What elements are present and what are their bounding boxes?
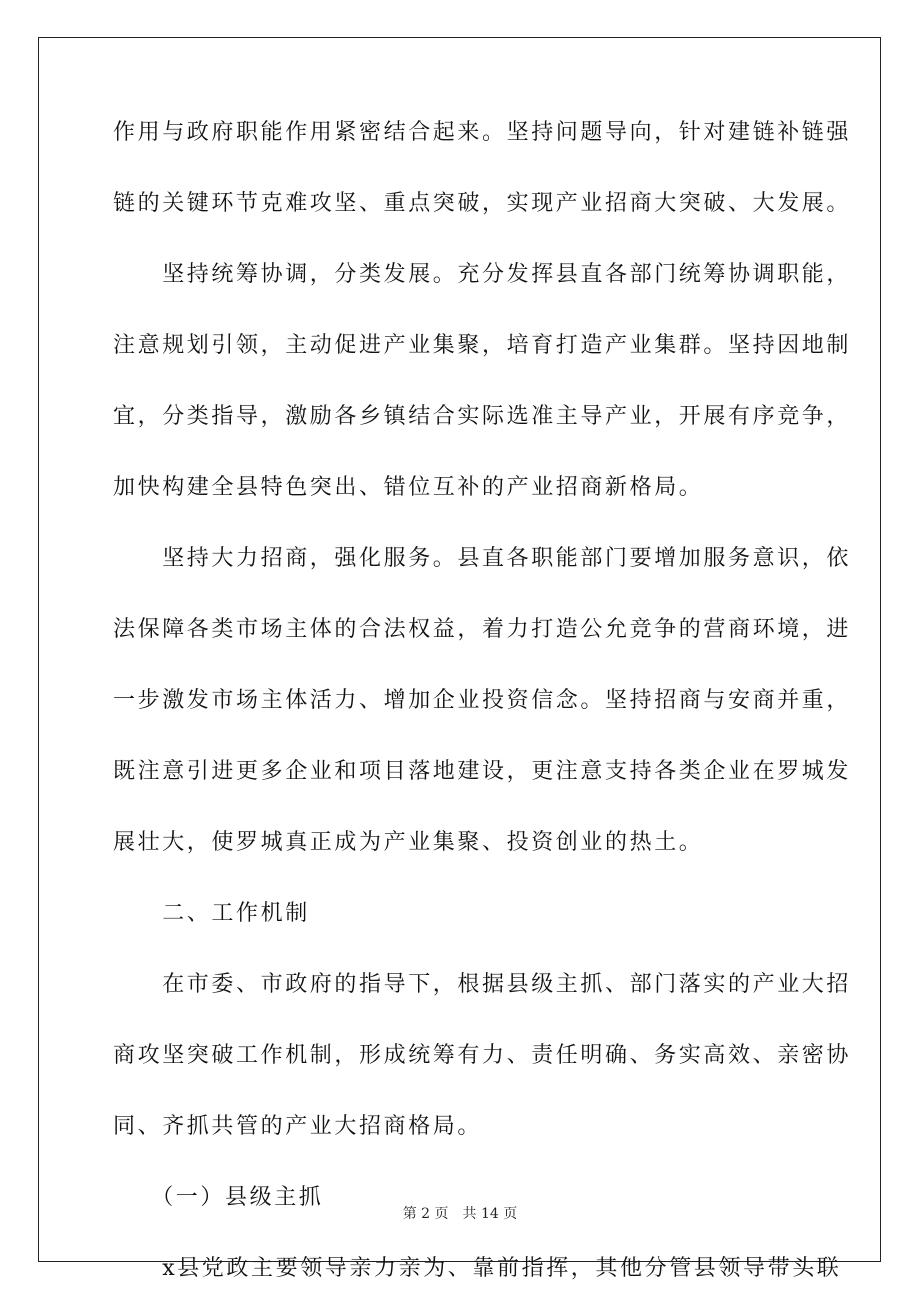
text-line: 法保障各类市场主体的合法权益，着力打造公允竞争的营商环境，进 bbox=[113, 617, 852, 642]
text-line: x县党政主要领导亲力亲为、靠前指挥，其他分管县领导带头联 bbox=[113, 1256, 842, 1281]
text-line: 在市委、市政府的指导下，根据县级主抓、部门落实的产业大招 bbox=[113, 972, 852, 997]
text-line: 既注意引进更多企业和项目落地建设，更注意支持各类企业在罗城发 bbox=[113, 759, 852, 784]
text-line: 链的关键环节克难攻坚、重点突破，实现产业招商大突破、大发展。 bbox=[113, 191, 852, 216]
page-border bbox=[38, 37, 881, 1262]
text-line: 一步激发市场主体活力、增加企业投资信念。坚持招商与安商并重， bbox=[113, 688, 852, 713]
page-footer bbox=[0, 1205, 920, 1223]
text-line: 加快构建全县特色突出、错位互补的产业招商新格局。 bbox=[113, 475, 704, 500]
text-line: 宜，分类指导，激励各乡镇结合实际选准主导产业，开展有序竞争， bbox=[113, 404, 852, 429]
section-heading: 二、工作机制 bbox=[113, 901, 310, 926]
text-line: 展壮大，使罗城真正成为产业集聚、投资创业的热土。 bbox=[113, 830, 704, 855]
text-line: 坚持统筹协调，分类发展。充分发挥县直各部门统筹协调职能， bbox=[113, 262, 852, 287]
text-line: 商攻坚突破工作机制，形成统筹有力、责任明确、务实高效、亲密协 bbox=[113, 1043, 852, 1068]
text-line: 作用与政府职能作用紧密结合起来。坚持问题导向，针对建链补链强 bbox=[113, 120, 852, 145]
subsection-heading: （一）县级主抓 bbox=[113, 1185, 324, 1210]
text-line: 注意规划引领，主动促进产业集聚，培育打造产业集群。坚持因地制 bbox=[113, 333, 852, 358]
page-number: 第 2 页 共 14 页 bbox=[402, 1206, 518, 1222]
text-line: 坚持大力招商，强化服务。县直各职能部门要增加服务意识，依 bbox=[113, 546, 852, 571]
text-line: 同、齐抓共管的产业大招商格局。 bbox=[113, 1114, 483, 1139]
